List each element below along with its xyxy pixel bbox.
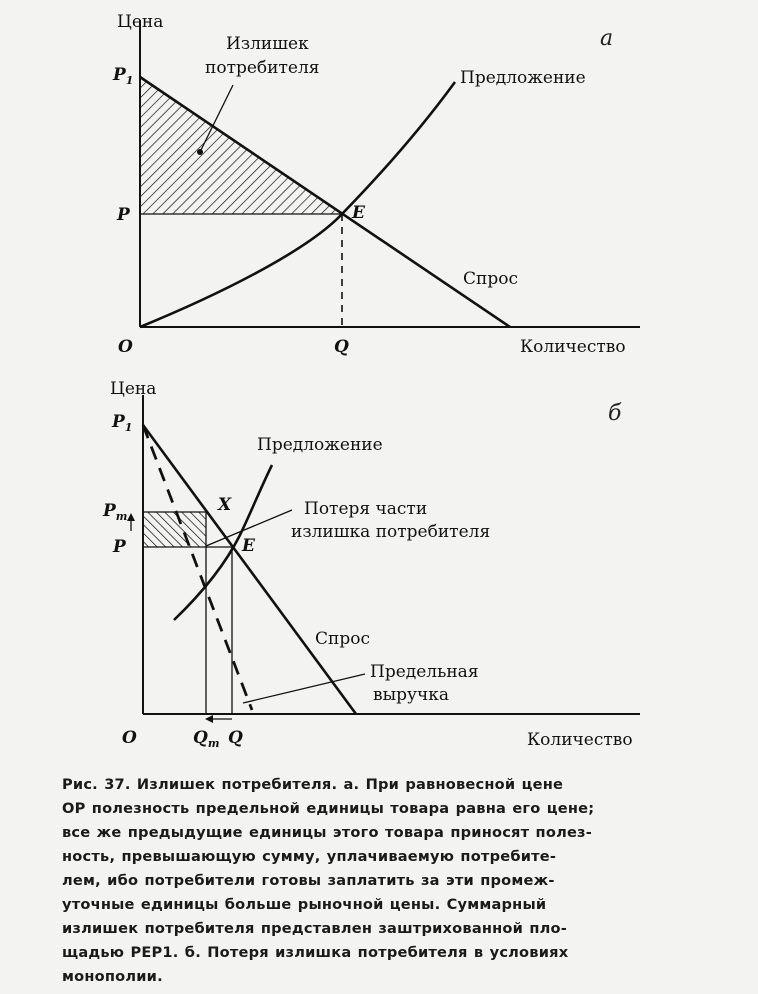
supply-label-a: Предложение	[460, 68, 586, 88]
price-shift-arrowhead	[127, 513, 135, 521]
qm-label: $Q_m$	[193, 728, 220, 750]
mr-pointer-line	[243, 674, 365, 703]
mr-label-line1: Предельная	[370, 662, 479, 682]
figure-a	[112, 12, 640, 357]
supply-label-b: Предложение	[257, 435, 383, 455]
qty-shift-arrowhead	[205, 715, 213, 723]
mr-label-line2: выручка	[373, 685, 449, 705]
caption-line: лем, ибо потребители готовы заплатить за эти промеж-	[62, 872, 555, 889]
e-label-a: E	[352, 203, 365, 223]
e-label-b: E	[242, 536, 255, 556]
x-point-label: X	[218, 495, 232, 515]
x-axis-label-b: Количество	[527, 730, 633, 750]
origin-label-a: O	[118, 337, 133, 357]
surplus-loss-area	[143, 512, 206, 547]
caption-line: ность, превышающую сумму, уплачиваемую потребите-	[62, 848, 557, 865]
origin-label-b: O	[122, 728, 137, 748]
x-axis-label-a: Количество	[520, 337, 626, 357]
marginal-revenue-curve	[143, 425, 252, 710]
caption-line: все же предыдущие единицы этого товара приносят полез-	[62, 824, 592, 841]
surplus-label-line1: Излишек	[226, 34, 309, 54]
p1-label-a: $P_1$	[113, 65, 134, 87]
figure-caption	[62, 773, 702, 989]
loss-label-line2: излишка потребителя	[291, 522, 491, 542]
loss-label-line1: Потеря части	[304, 499, 428, 519]
panel-label-b: б	[608, 401, 622, 426]
q-label-a: Q	[334, 337, 349, 357]
caption-line-1	[62, 773, 702, 797]
caption-line-text: а. При равновесной цене	[343, 776, 564, 793]
panel-label-a: a	[600, 26, 614, 51]
demand-label-a: Спрос	[463, 269, 518, 289]
p-label-b: P	[113, 537, 126, 557]
caption-line: уточные единицы больше рыночной цены. Суммарный	[62, 896, 547, 913]
caption-heading: Рис. 37. Излишек потребителя.	[62, 776, 338, 793]
surplus-label-line2: потребителя	[205, 58, 320, 78]
pm-label: $P_m$	[103, 501, 128, 523]
caption-line: излишек потребителя представлен заштрихованной пло-	[62, 920, 568, 937]
caption-line: монополии.	[62, 968, 163, 985]
p1-label-b: $P_1$	[112, 412, 133, 434]
caption-line: щадью PEP1. б. Потеря излишка потребителя в условиях	[62, 944, 569, 961]
demand-curve-b	[143, 425, 356, 714]
q-label-b: Q	[228, 728, 243, 748]
y-axis-label-a: Цена	[117, 12, 164, 32]
caption-line: OP полезность предельной единицы товара равна его цене;	[62, 800, 595, 817]
y-axis-label-b: Цена	[110, 379, 157, 399]
figure-b	[102, 379, 640, 750]
p-label-a: P	[117, 205, 130, 225]
demand-label-b: Спрос	[315, 629, 370, 649]
